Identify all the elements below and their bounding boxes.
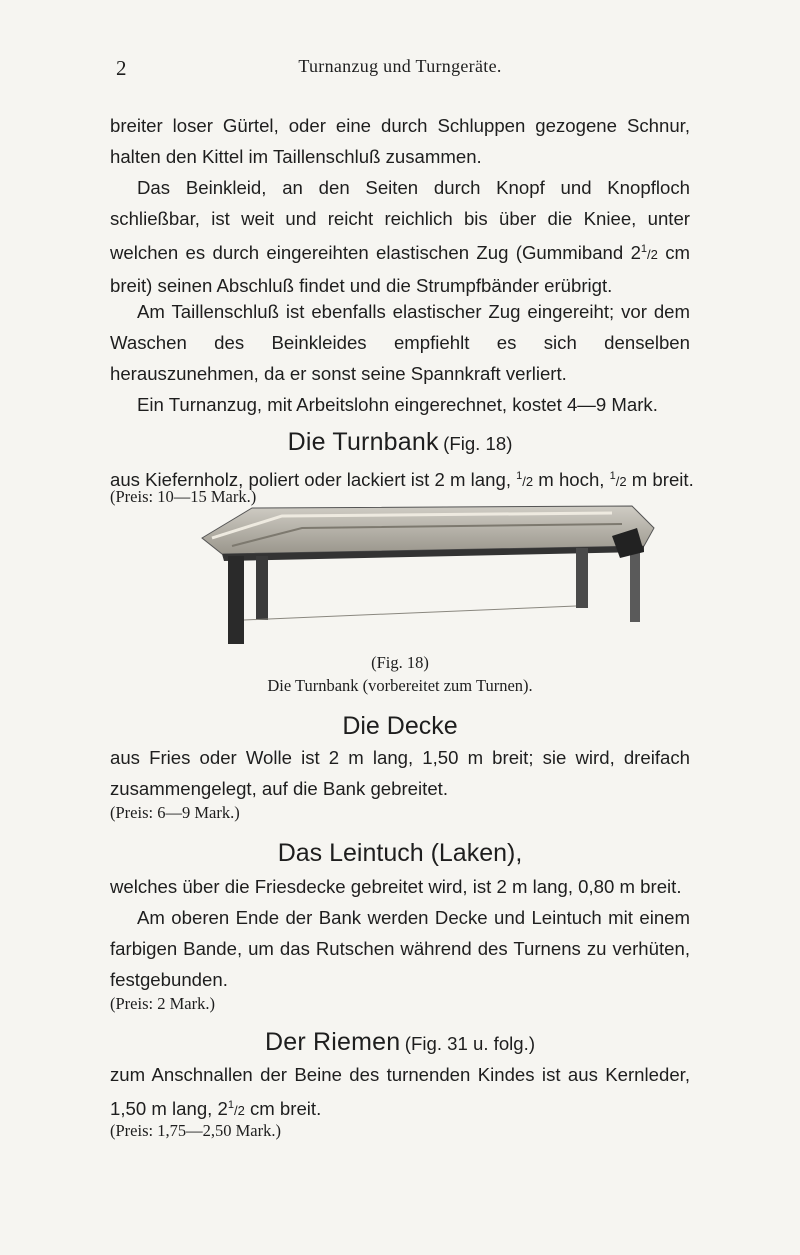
figure-caption-text: Die Turnbank (vorbereitet zum Turnen).	[267, 676, 533, 695]
heading-turnbank: Die Turnbank (Fig. 18)	[287, 428, 513, 456]
page-header	[0, 56, 800, 82]
paragraph-leintuch: welches über die Friesdecke gebreitet wird, ist 2 m lang, 0,80 m breit.	[110, 876, 682, 897]
paragraph-riemen: zum Anschnallen der Beine des turnenden Kindes ist aus Kernleder, 1,50 m lang, $2^1/2$ cm breit.	[110, 1064, 690, 1119]
figure-caption-number: (Fig. 18)	[371, 653, 429, 672]
paragraph-beinkleid: Das Beinkleid, an den Seiten durch Knopf und Knopfloch schließbar, ist weit und reicht reichlich bis über die Kniee, unter welchen es durch eingereihten elastischen Zug (Gummiband $2^1/2$ cm breit) seinen Abschluß findet und die Strumpfbänder erübrigt.	[110, 177, 691, 296]
price-turnbank: (Preis: 10—15 Mark.)	[110, 487, 257, 506]
paragraph-kosten: Ein Turnanzug, mit Arbeitslohn eingerechnet, kostet 4—9 Mark.	[137, 394, 658, 415]
heading-decke: Die Decke	[342, 712, 458, 740]
price-decke: (Preis: 6—9 Mark.)	[110, 803, 240, 822]
heading-riemen: Der Riemen (Fig. 31 u. folg.)	[264, 1028, 536, 1056]
page-number: 2	[116, 56, 127, 80]
paragraph-leintuch-befestigung: Am oberen Ende der Bank werden Decke und Leintuch mit einem farbigen Bande, um das Rutschen während des Turnens zu verhüten, festgebunden.	[110, 907, 690, 990]
running-title: Turnanzug und Turngeräte.	[298, 56, 502, 76]
paragraph-taillenschluss: Am Taillenschluß ist ebenfalls elastischer Zug eingereiht; vor dem Waschen des Beinkleides empfiehlt es sich denselben herauszunehmen, da er sonst seine Spannkraft verliert.	[110, 301, 690, 384]
price-leintuch: (Preis: 2 Mark.)	[110, 994, 215, 1013]
paragraph-decke: aus Fries oder Wolle ist 2 m lang, 1,50 m breit; sie wird, dreifach zusammengelegt, auf die Bank gebreitet.	[110, 747, 690, 799]
paragraph-turnbank: aus Kiefernholz, poliert oder lackiert ist 2 m lang, $^1$/2 m hoch, $^1$/2 m breit.	[110, 469, 694, 490]
price-riemen: (Preis: 1,75—2,50 Mark.)	[110, 1121, 281, 1140]
paragraph-guertel: breiter loser Gürtel, oder eine durch Schluppen gezogene Schnur, halten den Kittel im Taillenschluß zusammen.	[110, 115, 690, 167]
turnbank-illustration	[192, 488, 662, 650]
heading-leintuch: Das Leintuch (Laken),	[277, 839, 523, 867]
